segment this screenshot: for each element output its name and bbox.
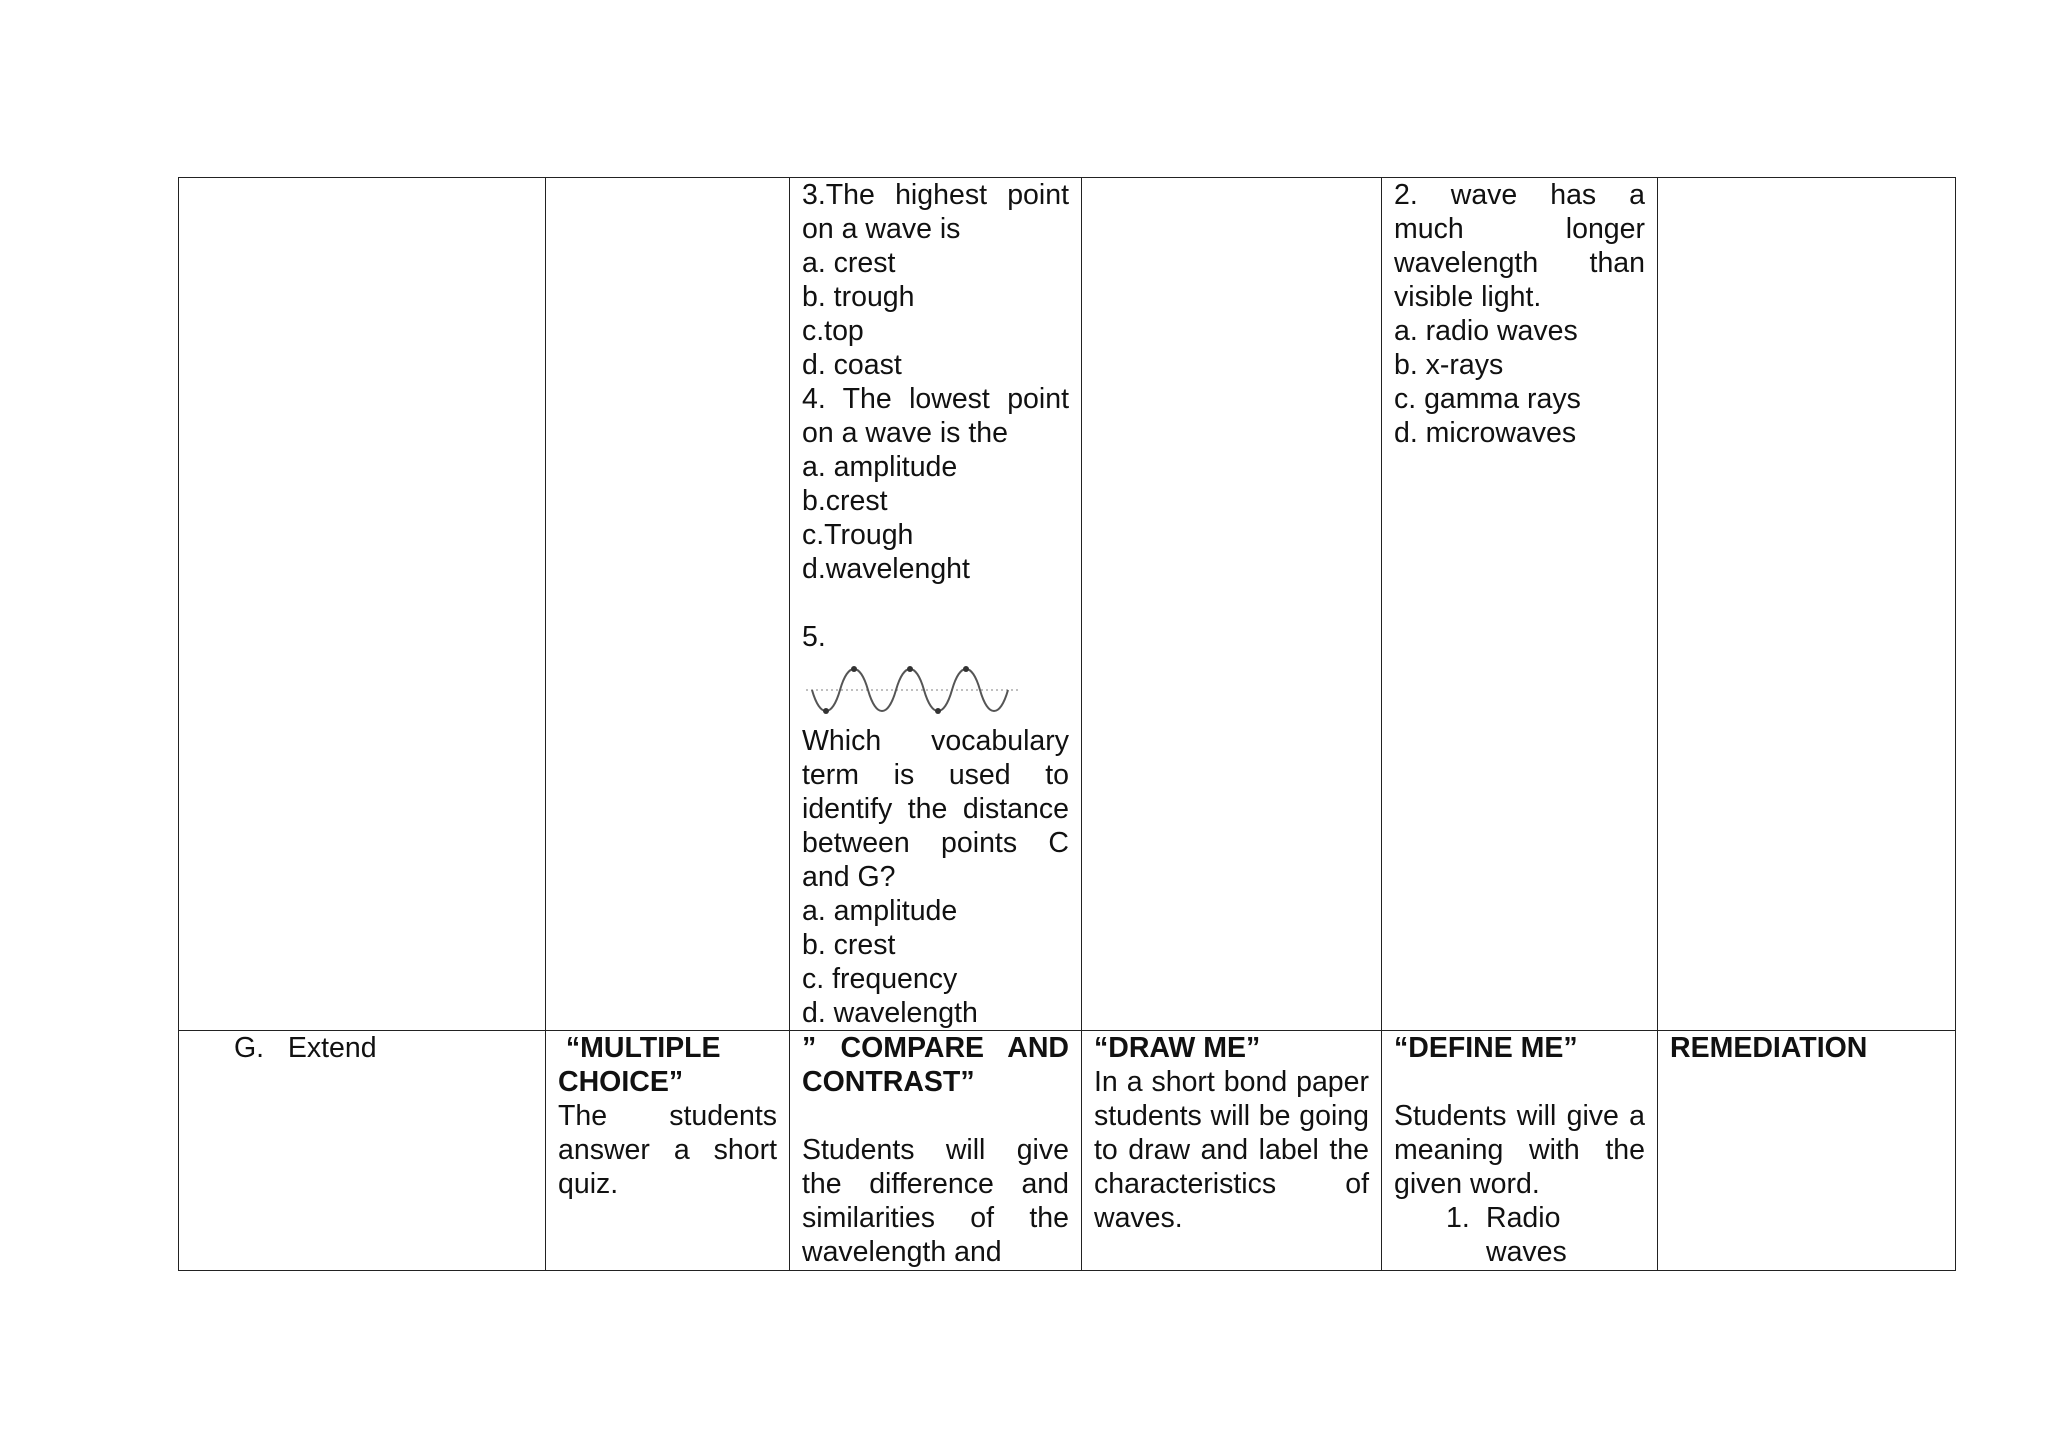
activity-title: “DEFINE ME” — [1394, 1032, 1578, 1064]
question-5: Which vocabulary term is used to identify the distance between points C and G? — [802, 725, 1069, 893]
wave-point — [907, 666, 913, 672]
phase-cell — [179, 1031, 546, 1271]
wave-point — [963, 666, 969, 672]
wave-point — [851, 666, 857, 672]
compare-cell — [790, 1031, 1082, 1271]
activity-cell — [546, 1031, 790, 1271]
numbered-item — [1394, 1201, 1645, 1269]
option: c.Trough — [802, 519, 914, 551]
option: d.wavelenght — [802, 553, 970, 585]
option: b. trough — [802, 281, 915, 313]
quiz-cell — [790, 178, 1082, 1031]
definition-cell — [1382, 178, 1658, 1031]
option: b.crest — [802, 485, 888, 517]
option: c.top — [802, 315, 864, 347]
activity-body: Students will give a meaning with the given word. — [1394, 1100, 1645, 1200]
question-2: 2. wave has a much longer wavelength than visible light. — [1394, 179, 1645, 313]
activity-body: Students will give the difference and similarities of the wavelength and — [802, 1134, 1069, 1268]
activity-title: “DRAW ME” — [1094, 1032, 1261, 1064]
wave-point — [935, 708, 941, 714]
option: a. amplitude — [802, 895, 958, 927]
drawing-cell — [1082, 1031, 1382, 1271]
option: c. frequency — [802, 963, 958, 995]
option: d. wavelength — [802, 997, 978, 1029]
question-3: 3.The highest point on a wave is — [802, 179, 1069, 245]
phase-cell — [179, 178, 546, 1031]
option: d. microwaves — [1394, 417, 1577, 449]
phase-label: G. Extend — [234, 1032, 377, 1064]
option: b. x-rays — [1394, 349, 1504, 381]
wave-point — [823, 708, 829, 714]
activity-title: ” COMPARE AND CONTRAST” — [802, 1032, 1069, 1098]
lesson-plan-table — [178, 177, 1956, 1271]
question-4: 4. The lowest point on a wave is the — [802, 383, 1069, 449]
table-row — [179, 178, 1956, 1031]
item-text: Radio — [1486, 1202, 1561, 1234]
activity-title: “MULTIPLE CHOICE” — [558, 1032, 729, 1098]
option: a. radio waves — [1394, 315, 1578, 347]
option: d. coast — [802, 349, 902, 381]
option: b. crest — [802, 929, 896, 961]
item-number: 1. — [1446, 1202, 1470, 1234]
question-5-number: 5. — [802, 621, 826, 653]
option: a. amplitude — [802, 451, 958, 483]
wave-diagram-image — [802, 656, 1022, 720]
activity-title: REMEDIATION — [1670, 1032, 1868, 1064]
remediation-cell — [1658, 178, 1956, 1031]
definition-cell — [1382, 1031, 1658, 1271]
option: c. gamma rays — [1394, 383, 1581, 415]
activity-body: In a short bond paper students will be going to draw and label the characteristics of waves. — [1094, 1066, 1369, 1234]
activity-cell — [546, 178, 790, 1031]
item-text-continued: waves — [1486, 1236, 1567, 1268]
table-row — [179, 1031, 1956, 1271]
remediation-cell — [1658, 1031, 1956, 1271]
drawing-cell — [1082, 178, 1382, 1031]
activity-body: The students answer a short quiz. — [558, 1100, 777, 1200]
option: a. crest — [802, 247, 896, 279]
